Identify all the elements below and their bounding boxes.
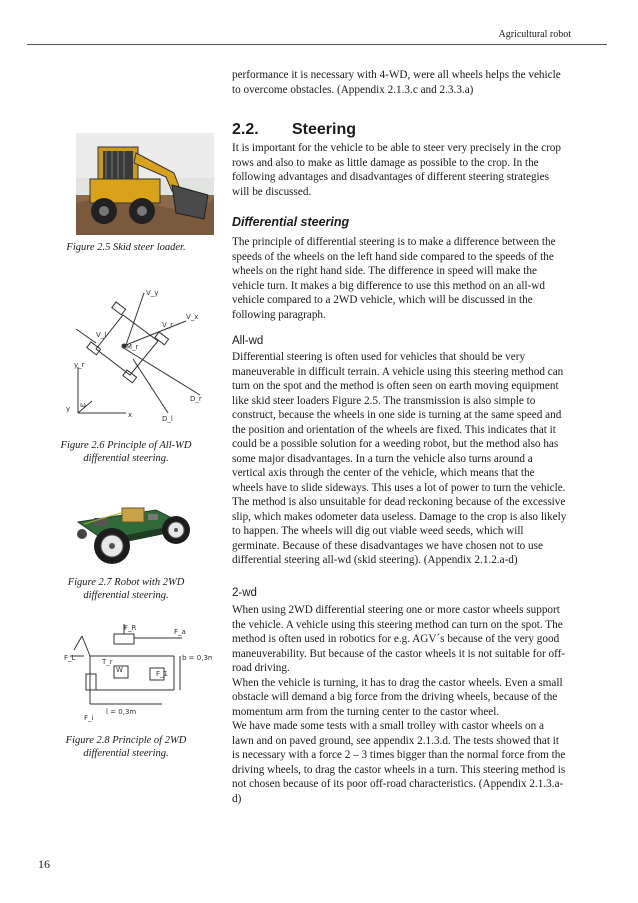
robot-2wd-image [64, 488, 196, 568]
fig26-label-vy: V_y [146, 289, 159, 297]
figure-2-7-caption: Figure 2.7 Robot with 2WD differential steering. [67, 577, 185, 601]
figure-2-8-caption: Figure 2.8 Principle of 2WD differential steering. [65, 735, 187, 759]
fig28-label-w: W [116, 666, 123, 674]
allwd-paragraph: Differential steering is often used for vehicles that should be very maneuverable in difficult terrain. A vehicle using this steering method can turn on the spot and the method is often seen on earth moving equipment like skid steer loaders Figure 2.5. The transmission is also simple to construct, because the wheels in one side is turning at the same speed and the position and orientation of the wheels are fixed. This indicates that it could be a possible solution for a weeding robot, but the method also has some major disadvantages. In a turn the vehicle also turns around a vertical axis through the center of the vehicle, which means that the wheels have to slide sideways. This uses a lot of power to turn the vehicle. The method is also unsuitable for dead reckoning because of the excessive slip, which makes odometer data useless. Damage to the crop is also likely to happen. The wheels will dig out viable weed seeds, which will germinate. Because of these disadvantages we have chosen not to use differential steering all-wd (skid steering). (Appendix 2.1.2.a-d) [232, 351, 567, 566]
fig28-label-dim-h: l = 0,3m [106, 708, 137, 716]
fig26-label-vr: V_r [162, 321, 174, 329]
twowd-paragraph-1: When using 2WD differential steering one or more castor wheels support the vehicle. A vehicle using this steering method can turn on the spot. The method is often used in robotics for e.g. AGV´s because of the very good maneuverability. But because of the castor wheels it is not suitable for off-road driving. [232, 604, 566, 674]
fig26-label-omega: ω [80, 401, 86, 409]
subsection-heading-differential: Differential steering [232, 215, 350, 229]
figure-allwd-diagram [58, 283, 208, 428]
twowd-paragraphs [232, 603, 568, 806]
intro-paragraph: performance it is necessary with 4-WD, were all wheels helps the vehicle to overcome obstacles. (Appendix 2.1.3.c and 2.3.3.a) [232, 69, 561, 96]
allwd-steering-diagram [58, 283, 208, 423]
skid-steer-loader-image [76, 133, 214, 235]
fig28-label-f1: F_1 [156, 670, 168, 678]
fig28-label-fi: F_i [84, 714, 94, 722]
figure-2-5-caption: Figure 2.5 Skid steer loader. [66, 242, 186, 253]
fig26-label-y0: y [66, 405, 71, 413]
section-paragraph: It is important for the vehicle to be able to steer very precisely in the crop rows and also to make as little damage as possible to the crop. In the following advantages and disadvantages of different steering strategies will be discussed. [232, 142, 561, 198]
running-header: Agricultural robot [498, 29, 571, 40]
fig28-label-tr: T_r [102, 658, 113, 666]
fig26-label-dl: D_l [162, 415, 173, 423]
figure-2wd-robot [64, 488, 196, 573]
fig26-label-y: y_r [74, 361, 85, 369]
twowd-paragraph-2: When the vehicle is turning, it has to drag the castor wheels. Even a small obstacle will demand a big force from the driving wheels, because of the momentum arm from the turning center to the castor wheel. [232, 676, 563, 718]
twowd-steering-diagram [62, 620, 212, 724]
subsection-heading-allwd: All-wd [232, 335, 264, 347]
page-number: 16 [38, 857, 50, 871]
section-title: Steering [292, 121, 357, 138]
fig26-label-mr: M_r [126, 343, 139, 351]
fig26-label-dr: D_r [190, 395, 202, 403]
differential-paragraph: The principle of differential steering is to make a difference between the speeds of the wheels on the left hand side compared to the speeds of the wheels on the right hand side. The difference in speed will make the vehicle turn. It makes a big difference to use this method on an all-wd vehicle compared to a 2WD vehicle, which will be discussed in the following paragraph. [232, 236, 556, 321]
figure-skid-steer-loader [76, 133, 214, 240]
figure-2-6-caption: Figure 2.6 Principle of All-WD differential steering. [60, 440, 192, 464]
subsection-heading-2wd: 2-wd [232, 587, 257, 599]
fig28-label-fa: F_a [174, 628, 186, 636]
twowd-paragraph-3: We have made some tests with a small trolley with castor wheels on a lawn and on paved ground, see appendix 2.1.3.d. The tests showed that it is necessary with a force 2 – 3 times bigger than the normal force from the driving wheels, to drag the castor wheels in a turn. This steering method is not chosen because of its poor off-road characteristics. (Appendix 2.1.3.a-d) [232, 720, 566, 805]
fig28-label-fr: F_R [124, 624, 137, 632]
section-heading [232, 121, 356, 139]
fig28-label-fl: F_L [64, 654, 76, 662]
fig28-label-dim-v: b = 0,3m [182, 654, 212, 662]
fig26-label-x0: x [128, 411, 133, 419]
header-rule [27, 44, 607, 45]
figure-2wd-diagram [62, 620, 212, 729]
fig26-label-vx: V_x [186, 313, 199, 321]
fig26-label-vl: V_l [96, 331, 107, 339]
section-number: 2.2. [232, 121, 259, 138]
